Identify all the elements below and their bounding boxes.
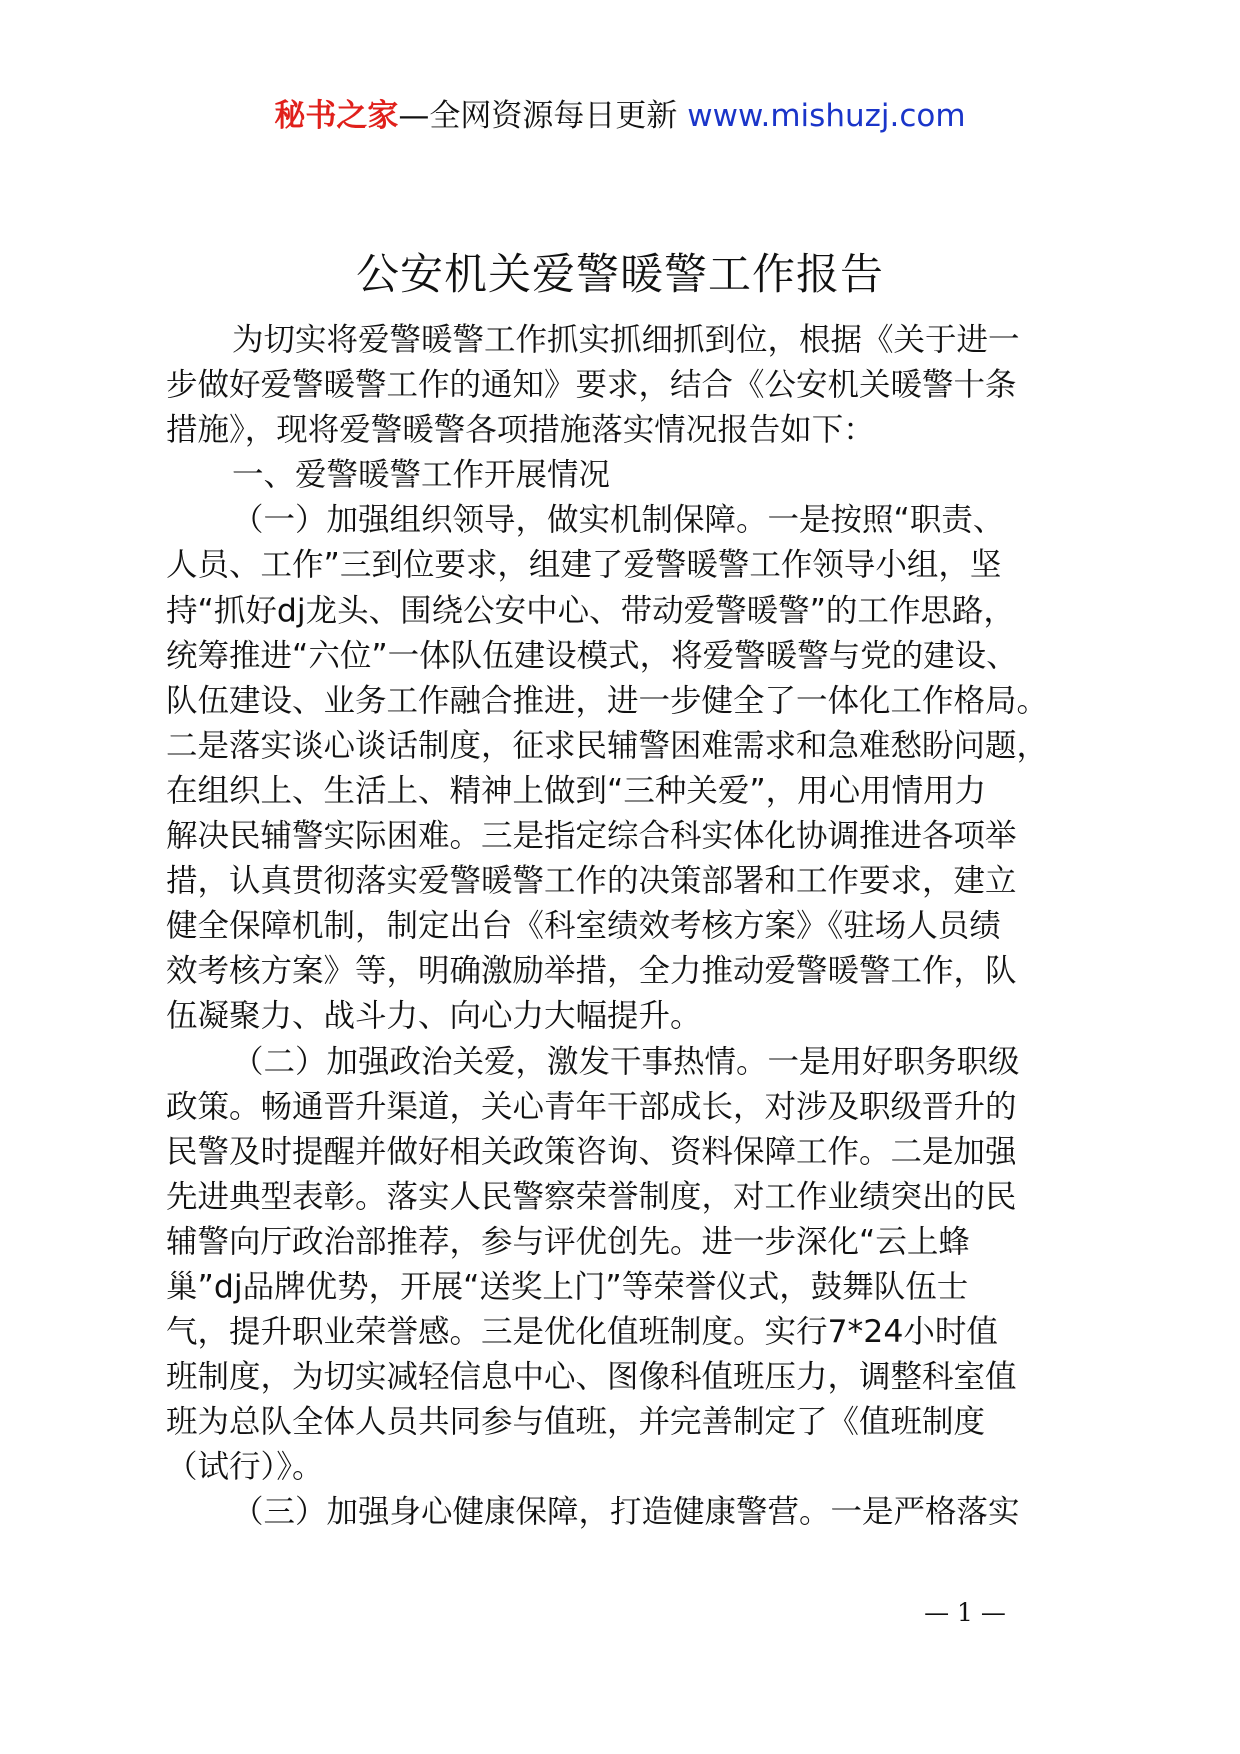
body-line: 在组织上、生活上、精神上做到“三种关爱”，用心用情用力 (166, 772, 987, 809)
body-line: 政策。畅通晋升渠道，关心青年干部成长，对涉及职级晋升的 (166, 1088, 1017, 1125)
body-line: 步做好爱警暖警工作的通知》要求，结合《公安机关暖警十条 (166, 367, 1017, 404)
section-heading: 一、爱警暖警工作开展情况 (232, 457, 611, 494)
body-line: 人员、工作”三到位要求，组建了爱警暖警工作领导小组，坚 (166, 547, 1002, 584)
site-url-link[interactable]: www.mishuzj.com (687, 98, 966, 134)
document-body (166, 318, 1106, 1536)
page-number: — 1 — (924, 1598, 1006, 1627)
body-line: （一）加强组织领导，做实机制保障。一是按照“职责、 (232, 502, 1005, 539)
body-line: （试行）》。 (166, 1449, 324, 1486)
body-line: 效考核方案》等，明确激励举措，全力推动爱警暖警工作，队 (166, 953, 1017, 990)
body-line: 为切实将爱警暖警工作抓实抓细抓到位，根据《关于进一 (232, 322, 1020, 358)
site-header (0, 94, 1240, 138)
body-line: 班为总队全体人员共同参与值班，并完善制定了《值班制度 (166, 1404, 986, 1441)
site-slogan: —全网资源每日更新 (398, 98, 688, 134)
body-line: （三）加强身心健康保障，打造健康警营。一是严格落实 (232, 1494, 1020, 1531)
body-line: 解决民辅警实际困难。三是指定综合科实体化协调推进各项举 (166, 818, 1017, 855)
body-line: 二是落实谈心谈话制度，征求民辅警困难需求和急难愁盼问题， (166, 727, 1049, 764)
body-line: 巢”dj品牌优势，开展“送奖上门”等荣誉仪式，鼓舞队伍士 (166, 1268, 969, 1305)
body-line: 队伍建设、业务工作融合推进，进一步健全了一体化工作格局。 (166, 682, 1049, 719)
site-brand: 秘书之家 (274, 98, 399, 134)
body-line: 健全保障机制，制定出台《科室绩效考核方案》《驻场人员绩 (166, 908, 1001, 945)
body-line: （二）加强政治关爱，激发干事热情。一是用好职务职级 (232, 1043, 1020, 1080)
body-line: 措施》，现将爱警暖警各项措施落实情况报告如下： (166, 412, 875, 449)
body-line: 伍凝聚力、战斗力、向心力大幅提升。 (166, 998, 702, 1035)
body-line: 持“抓好dj龙头、围绕公安中心、带动爱警暖警”的工作思路， (166, 592, 1015, 629)
body-line: 措，认真贯彻落实爱警暖警工作的决策部署和工作要求，建立 (166, 863, 1017, 900)
body-line: 气，提升职业荣誉感。三是优化值班制度。实行7*24小时值 (166, 1314, 998, 1351)
body-line: 统筹推进“六位”一体队伍建设模式，将爱警暖警与党的建设、 (166, 637, 1018, 674)
body-line: 辅警向厅政治部推荐，参与评优创先。进一步深化“云上蜂 (166, 1223, 970, 1260)
body-line: 民警及时提醒并做好相关政策咨询、资料保障工作。二是加强 (166, 1133, 1017, 1170)
document-title: 公安机关爱警暖警工作报告 (356, 250, 884, 300)
body-line: 班制度，为切实减轻信息中心、图像科值班压力，调整科室值 (166, 1359, 1017, 1396)
body-line: 先进典型表彰。落实人民警察荣誉制度，对工作业绩突出的民 (166, 1178, 1017, 1215)
